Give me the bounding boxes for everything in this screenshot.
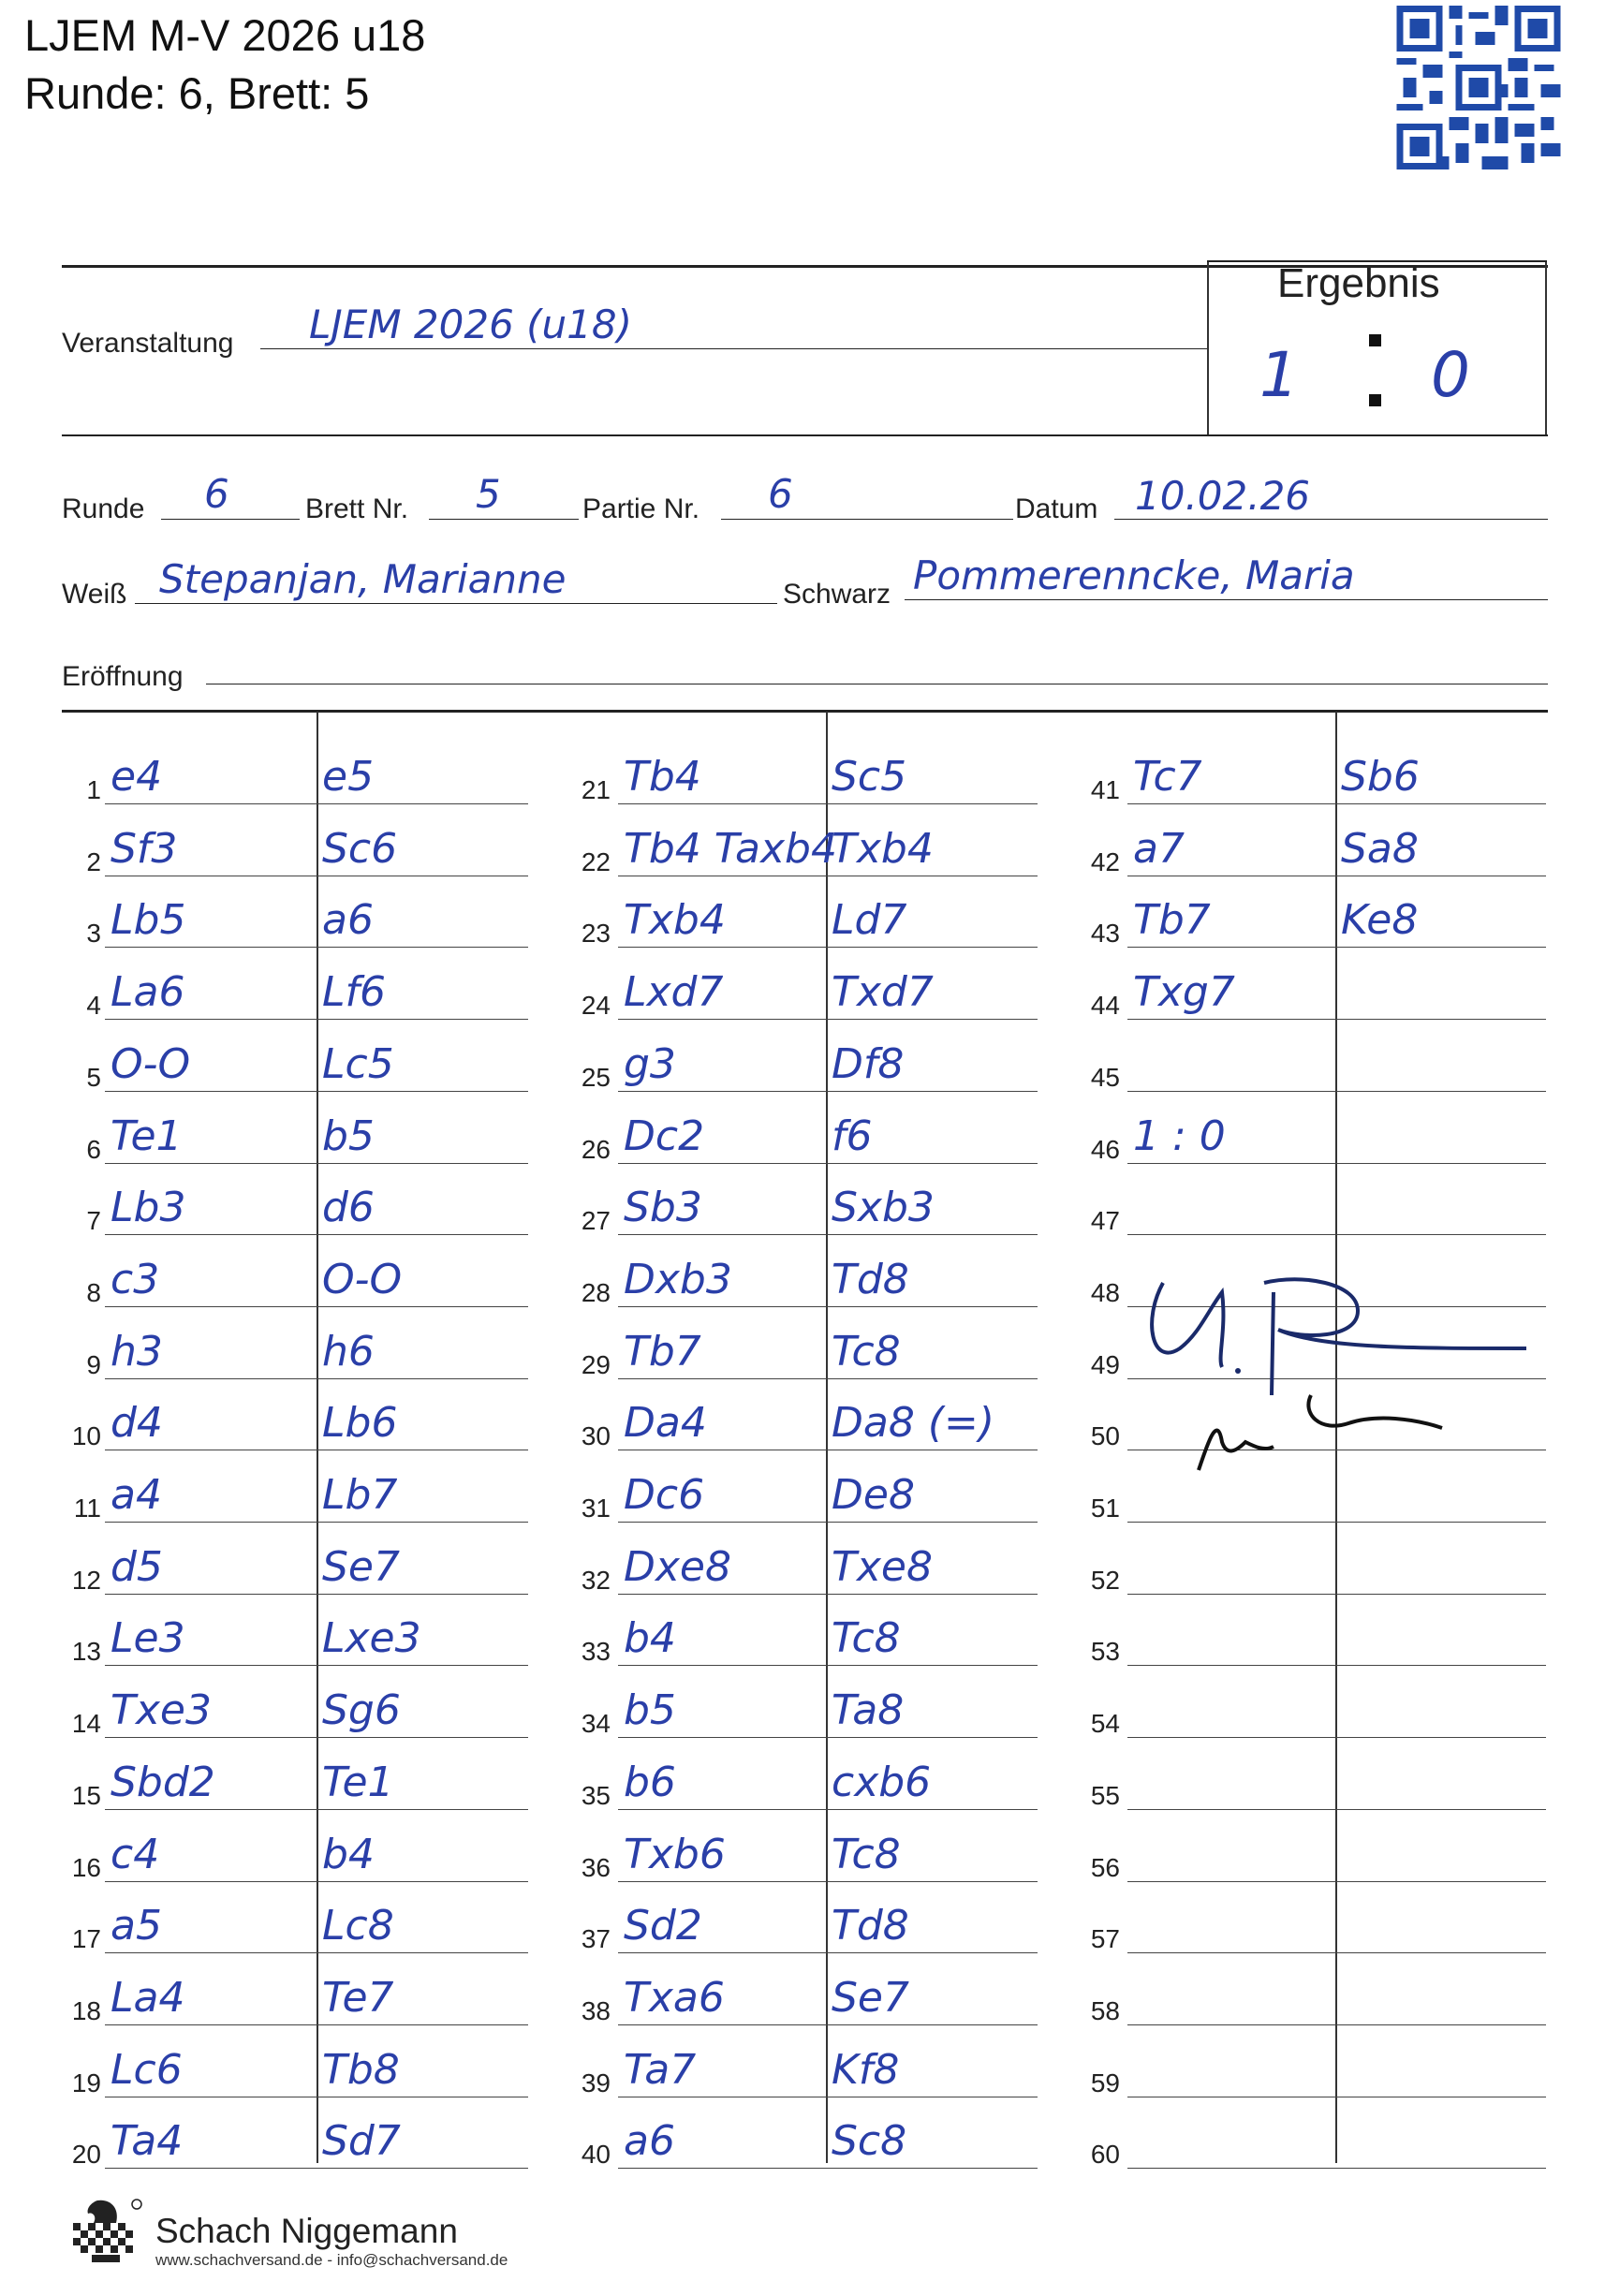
datum-label: Datum bbox=[1015, 493, 1098, 524]
black-move: f6 bbox=[832, 1112, 873, 1160]
white-move: Tb7 bbox=[1133, 896, 1211, 944]
white-move: Tb7 bbox=[624, 1328, 701, 1376]
ergebnis-label: Ergebnis bbox=[1277, 260, 1440, 306]
white-move: a5 bbox=[110, 1902, 162, 1950]
move-line bbox=[1127, 2024, 1546, 2025]
move-line bbox=[1127, 1881, 1546, 1882]
move-line bbox=[105, 1522, 528, 1523]
move-line bbox=[1127, 947, 1546, 948]
white-move: Tc7 bbox=[1133, 753, 1202, 801]
white-move: Txe3 bbox=[110, 1686, 212, 1734]
move-number: 6 bbox=[86, 1135, 101, 1164]
white-move: 1 : 0 bbox=[1133, 1112, 1226, 1160]
white-move: Ta4 bbox=[110, 2117, 184, 2165]
move-number: 45 bbox=[1090, 1063, 1120, 1092]
black-move: Lf6 bbox=[322, 968, 386, 1016]
black-move: Td8 bbox=[832, 1256, 909, 1303]
ergebnis-white: 1 bbox=[1259, 339, 1299, 411]
black-move: Tc8 bbox=[832, 1831, 901, 1878]
black-move: Lxe3 bbox=[322, 1614, 421, 1662]
move-number: 55 bbox=[1090, 1781, 1120, 1810]
move-line bbox=[105, 947, 528, 948]
move-number: 23 bbox=[581, 919, 611, 948]
move-number: 22 bbox=[581, 847, 611, 876]
move-number: 16 bbox=[71, 1853, 101, 1882]
white-move: O-O bbox=[110, 1040, 191, 1088]
move-line bbox=[105, 1594, 528, 1595]
white-move: Sf3 bbox=[110, 825, 178, 873]
move-line bbox=[618, 1019, 1038, 1020]
move-line bbox=[105, 1019, 528, 1020]
move-number: 14 bbox=[71, 1709, 101, 1738]
move-number: 4 bbox=[86, 991, 101, 1020]
black-move: cxb6 bbox=[832, 1759, 932, 1806]
runde-value: 6 bbox=[204, 471, 229, 517]
black-move: Se7 bbox=[832, 1974, 909, 2022]
black-move: Lb7 bbox=[322, 1471, 398, 1519]
white-move: Dc6 bbox=[624, 1471, 705, 1519]
white-move: Txb4 bbox=[624, 896, 726, 944]
black-move: Sb6 bbox=[1341, 753, 1420, 801]
move-number: 50 bbox=[1090, 1421, 1120, 1450]
white-move: b4 bbox=[624, 1614, 676, 1662]
move-line bbox=[105, 2168, 528, 2169]
white-move: Lb3 bbox=[110, 1184, 186, 1231]
white-move: Sbd2 bbox=[110, 1759, 215, 1806]
veranstaltung-value: LJEM 2026 (u18) bbox=[309, 302, 632, 347]
brett-value: 5 bbox=[476, 471, 501, 517]
move-number: 26 bbox=[581, 1135, 611, 1164]
move-line bbox=[618, 947, 1038, 948]
partie-value: 6 bbox=[768, 471, 793, 517]
black-move: Tc8 bbox=[832, 1328, 901, 1376]
black-move: Te1 bbox=[322, 1759, 394, 1806]
chess-knight-logo-icon bbox=[69, 2197, 144, 2274]
move-line bbox=[1127, 1952, 1546, 1953]
move-line bbox=[1127, 1091, 1546, 1092]
move-line bbox=[618, 1665, 1038, 1666]
move-number: 21 bbox=[581, 775, 611, 804]
move-line bbox=[105, 803, 528, 804]
move-line bbox=[1127, 1737, 1546, 1738]
move-number: 12 bbox=[71, 1566, 101, 1595]
move-number: 19 bbox=[71, 2068, 101, 2097]
move-line bbox=[618, 1952, 1038, 1953]
white-move: c3 bbox=[110, 1256, 160, 1303]
move-line bbox=[618, 1306, 1038, 1307]
black-move: De8 bbox=[832, 1471, 915, 1519]
move-number: 38 bbox=[581, 1996, 611, 2025]
move-number: 27 bbox=[581, 1206, 611, 1235]
black-move: Ld7 bbox=[832, 896, 907, 944]
white-move: a6 bbox=[624, 2117, 675, 2165]
schwarz-label: Schwarz bbox=[783, 579, 891, 610]
move-number: 18 bbox=[71, 1996, 101, 2025]
white-move: Dxb3 bbox=[624, 1256, 732, 1303]
white-move: g3 bbox=[624, 1040, 676, 1088]
white-move: a7 bbox=[1133, 825, 1185, 873]
black-move: Df8 bbox=[832, 1040, 905, 1088]
move-line bbox=[1127, 1522, 1546, 1523]
move-number: 37 bbox=[581, 1924, 611, 1953]
ergebnis-black: 0 bbox=[1431, 339, 1470, 411]
move-line bbox=[618, 1594, 1038, 1595]
move-line bbox=[1127, 803, 1546, 804]
move-line bbox=[105, 2024, 528, 2025]
black-move: Txe8 bbox=[832, 1543, 933, 1591]
move-line bbox=[1127, 1163, 1546, 1164]
move-number: 56 bbox=[1090, 1853, 1120, 1882]
move-number: 36 bbox=[581, 1853, 611, 1882]
white-move: Sb3 bbox=[624, 1184, 702, 1231]
move-line bbox=[105, 1881, 528, 1882]
move-line bbox=[105, 1665, 528, 1666]
move-number: 54 bbox=[1090, 1709, 1120, 1738]
page-subtitle: Runde: 6, Brett: 5 bbox=[24, 68, 370, 118]
black-move: a6 bbox=[322, 896, 374, 944]
black-move: Sa8 bbox=[1341, 825, 1419, 873]
move-number: 39 bbox=[581, 2068, 611, 2097]
move-line bbox=[618, 1091, 1038, 1092]
black-move: Da8 (=) bbox=[832, 1399, 995, 1447]
black-move: Ke8 bbox=[1341, 896, 1419, 944]
move-number: 34 bbox=[581, 1709, 611, 1738]
datum-value: 10.02.26 bbox=[1135, 473, 1311, 519]
move-line bbox=[105, 1306, 528, 1307]
black-move: Sd7 bbox=[322, 2117, 401, 2165]
move-number: 1 bbox=[86, 775, 101, 804]
black-move: Lb6 bbox=[322, 1399, 398, 1447]
white-move: b6 bbox=[624, 1759, 676, 1806]
black-move: Tc8 bbox=[832, 1614, 901, 1662]
move-number: 9 bbox=[86, 1350, 101, 1379]
black-move: Ta8 bbox=[832, 1686, 905, 1734]
white-move: Ta7 bbox=[624, 2046, 697, 2094]
black-move: Kf8 bbox=[832, 2046, 900, 2094]
black-move: h6 bbox=[322, 1328, 375, 1376]
move-number: 57 bbox=[1090, 1924, 1120, 1953]
move-number: 51 bbox=[1090, 1494, 1120, 1523]
move-line bbox=[618, 803, 1038, 804]
move-line bbox=[1127, 2168, 1546, 2169]
move-number: 35 bbox=[581, 1781, 611, 1810]
black-move: Te7 bbox=[322, 1974, 394, 2022]
weiss-label: Weiß bbox=[62, 579, 127, 610]
white-move: Txa6 bbox=[624, 1974, 725, 2022]
move-number: 17 bbox=[71, 1924, 101, 1953]
black-move: Tb8 bbox=[322, 2046, 400, 2094]
white-move: Sd2 bbox=[624, 1902, 702, 1950]
white-move: Txb6 bbox=[624, 1831, 726, 1878]
footer-contact: www.schachversand.de - info@schachversand.de bbox=[155, 2251, 508, 2269]
move-line bbox=[1127, 1665, 1546, 1666]
black-move: Sxb3 bbox=[832, 1184, 935, 1231]
move-number: 58 bbox=[1090, 1996, 1120, 2025]
footer-brand: Schach Niggemann bbox=[155, 2212, 458, 2250]
move-line bbox=[618, 1522, 1038, 1523]
white-move: b5 bbox=[624, 1686, 676, 1734]
white-move: Dc2 bbox=[624, 1112, 705, 1160]
move-line bbox=[1127, 1809, 1546, 1810]
black-move: Sc8 bbox=[832, 2117, 907, 2165]
white-move: Dxe8 bbox=[624, 1543, 731, 1591]
move-line bbox=[1127, 1019, 1546, 1020]
move-number: 42 bbox=[1090, 847, 1120, 876]
signature-icon bbox=[1133, 1255, 1536, 1498]
move-line bbox=[618, 1881, 1038, 1882]
move-number: 3 bbox=[86, 919, 101, 948]
black-move: Sc5 bbox=[832, 753, 907, 801]
white-move: c4 bbox=[110, 1831, 160, 1878]
move-number: 25 bbox=[581, 1063, 611, 1092]
move-number: 53 bbox=[1090, 1637, 1120, 1666]
move-number: 40 bbox=[581, 2140, 611, 2169]
move-number: 24 bbox=[581, 991, 611, 1020]
white-move: d5 bbox=[110, 1543, 163, 1591]
white-move: Tb4 bbox=[624, 753, 701, 801]
black-move: b4 bbox=[322, 1831, 375, 1878]
move-number: 30 bbox=[581, 1421, 611, 1450]
white-move: Tb4 Taxb4 bbox=[624, 825, 837, 873]
move-number: 28 bbox=[581, 1278, 611, 1307]
move-line bbox=[618, 2168, 1038, 2169]
move-line bbox=[1127, 1594, 1546, 1595]
weiss-value: Stepanjan, Marianne bbox=[159, 556, 567, 602]
move-number: 44 bbox=[1090, 991, 1120, 1020]
move-line bbox=[618, 1737, 1038, 1738]
move-number: 20 bbox=[71, 2140, 101, 2169]
move-line bbox=[618, 1163, 1038, 1164]
black-move: Lc8 bbox=[322, 1902, 394, 1950]
move-line bbox=[105, 1809, 528, 1810]
white-move: Te1 bbox=[110, 1112, 183, 1160]
move-line bbox=[618, 1809, 1038, 1810]
black-move: Se7 bbox=[322, 1543, 400, 1591]
move-number: 48 bbox=[1090, 1278, 1120, 1307]
move-number: 46 bbox=[1090, 1135, 1120, 1164]
move-line bbox=[105, 1091, 528, 1092]
move-line bbox=[105, 1737, 528, 1738]
move-number: 32 bbox=[581, 1566, 611, 1595]
move-number: 49 bbox=[1090, 1350, 1120, 1379]
white-move: La4 bbox=[110, 1974, 185, 2022]
black-move: e5 bbox=[322, 753, 375, 801]
move-line bbox=[105, 1378, 528, 1379]
black-move: Td8 bbox=[832, 1902, 909, 1950]
move-number: 2 bbox=[86, 847, 101, 876]
runde-label: Runde bbox=[62, 493, 145, 524]
white-move: Da4 bbox=[624, 1399, 707, 1447]
black-move: Txb4 bbox=[832, 825, 934, 873]
move-number: 7 bbox=[86, 1206, 101, 1235]
move-line bbox=[105, 1234, 528, 1235]
move-number: 13 bbox=[71, 1637, 101, 1666]
move-line bbox=[105, 1163, 528, 1164]
move-line bbox=[618, 1234, 1038, 1235]
move-number: 8 bbox=[86, 1278, 101, 1307]
move-number: 11 bbox=[73, 1494, 101, 1523]
white-move: Le3 bbox=[110, 1614, 185, 1662]
white-move: h3 bbox=[110, 1328, 163, 1376]
black-move: Txd7 bbox=[832, 968, 934, 1016]
move-number: 29 bbox=[581, 1350, 611, 1379]
eroeffnung-label: Eröffnung bbox=[62, 661, 184, 692]
white-move: Lxd7 bbox=[624, 968, 724, 1016]
white-move: d4 bbox=[110, 1399, 163, 1447]
white-move: Lb5 bbox=[110, 896, 186, 944]
move-line bbox=[618, 2024, 1038, 2025]
move-number: 41 bbox=[1090, 775, 1120, 804]
schwarz-value: Pommerenncke, Maria bbox=[913, 552, 1355, 598]
partie-label: Partie Nr. bbox=[582, 493, 700, 524]
black-move: d6 bbox=[322, 1184, 375, 1231]
black-move: Sc6 bbox=[322, 825, 398, 873]
move-line bbox=[105, 1952, 528, 1953]
move-number: 47 bbox=[1090, 1206, 1120, 1235]
white-move: Txg7 bbox=[1133, 968, 1235, 1016]
move-number: 59 bbox=[1090, 2068, 1120, 2097]
black-move: Lc5 bbox=[322, 1040, 394, 1088]
qr-code-icon bbox=[1395, 6, 1562, 169]
move-number: 33 bbox=[581, 1637, 611, 1666]
move-number: 60 bbox=[1090, 2140, 1120, 2169]
veranstaltung-label: Veranstaltung bbox=[62, 328, 234, 359]
move-line bbox=[1127, 1234, 1546, 1235]
white-move: Lc6 bbox=[110, 2046, 183, 2094]
move-number: 31 bbox=[581, 1494, 611, 1523]
move-number: 10 bbox=[71, 1421, 101, 1450]
page-title: LJEM M-V 2026 u18 bbox=[24, 10, 426, 60]
move-line bbox=[618, 1378, 1038, 1379]
move-number: 5 bbox=[86, 1063, 101, 1092]
black-move: Sg6 bbox=[322, 1686, 401, 1734]
move-number: 15 bbox=[71, 1781, 101, 1810]
brett-label: Brett Nr. bbox=[305, 493, 409, 524]
move-number: 52 bbox=[1090, 1566, 1120, 1595]
black-move: b5 bbox=[322, 1112, 375, 1160]
white-move: e4 bbox=[110, 753, 163, 801]
black-move: O-O bbox=[322, 1256, 403, 1303]
white-move: a4 bbox=[110, 1471, 162, 1519]
move-number: 43 bbox=[1090, 919, 1120, 948]
white-move: La6 bbox=[110, 968, 185, 1016]
